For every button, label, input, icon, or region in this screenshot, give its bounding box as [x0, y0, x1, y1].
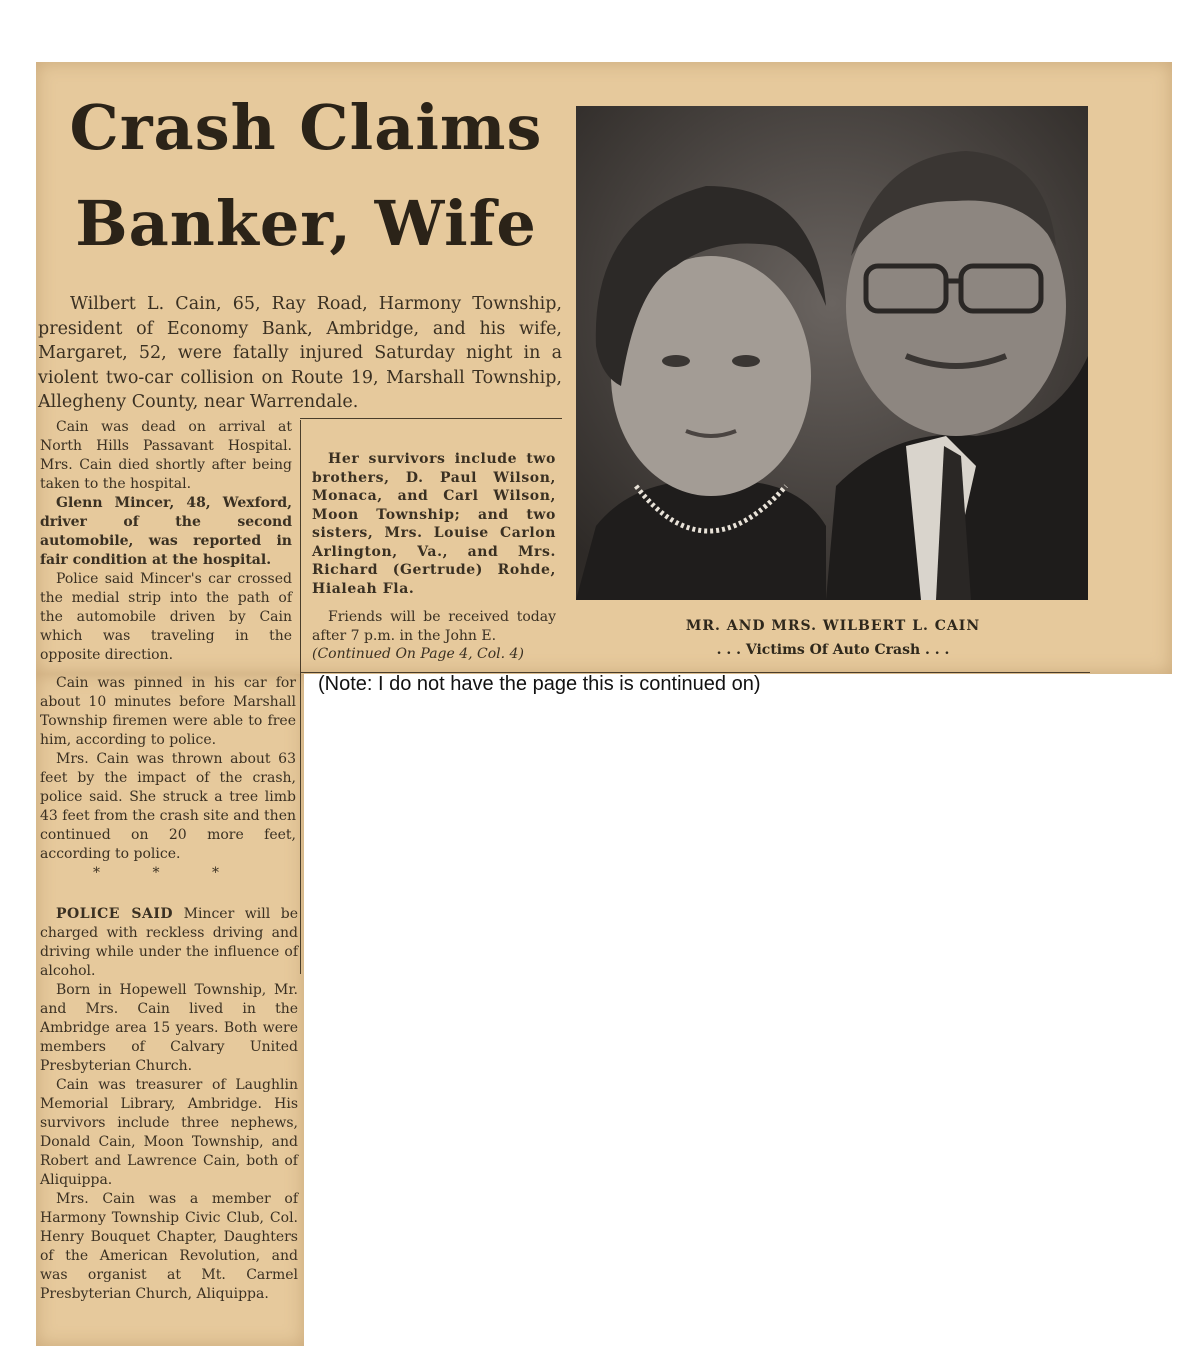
lede-paragraph: Wilbert L. Cain, 65, Ray Road, Harmony Township, president of Economy Bank, Ambridge, and his wife, Margaret, 52, were fatally injured Saturday night in a violent two-car collision on Route 19, Marshall Township, Allegheny County, near Warrendale. — [38, 294, 562, 413]
rule-left-strip-edge — [300, 674, 301, 974]
column-left-bottom — [40, 905, 298, 1304]
rule-under-lede — [300, 418, 562, 419]
col-left-p4: Cain was pinned in his car for about 10 minutes before Marshall Township firemen were able to free him, according to police. — [40, 675, 296, 748]
couple-photo — [576, 106, 1088, 600]
column-left-top — [40, 418, 292, 665]
rule-column-divider — [300, 420, 301, 674]
col-left-p7: Born in Hopewell Township, Mr. and Mrs. Cain lived in the Ambridge area 15 years. Both were members of Calvary United Presbyterian Church. — [40, 982, 298, 1074]
couple-portrait-image — [576, 106, 1088, 600]
col-left-p8: Cain was treasurer of Laughlin Memorial Library, Ambridge. His survivors include three nephews, Donald Cain, Moon Township, and Robert and Lawrence Cain, both of Aliquippa. — [40, 1077, 298, 1188]
col-left-p1: Cain was dead on arrival at North Hills Passavant Hospital. Mrs. Cain died shortly after being taken to the hospital. — [40, 419, 292, 492]
col-left-p3: Police said Mincer's car crossed the medial strip into the path of the automobile driven by Cain which was traveling in the opposite direction. — [40, 571, 292, 663]
continued-line: (Continued On Page 4, Col. 4) — [312, 646, 524, 662]
col-left-p9: Mrs. Cain was a member of Harmony Township Civic Club, Col. Henry Bouquet Chapter, Daughters of the American Revolution, and was organist at Mt. Carmel Presbyterian Church, Aliquippa. — [40, 1191, 298, 1302]
column-right — [312, 450, 556, 664]
headline-line-1: Crash Claims — [69, 91, 543, 164]
col-right-p1: Her survivors include two brothers, D. Paul Wilson, Monaca, and Carl Wilson, Moon Township; and two sisters, Mrs. Louise Carlon Arlington, Va., and Mrs. Richard (Gertrude) Rohde, Hialeah Fla. — [312, 451, 556, 597]
col-left-p2: Glenn Mincer, 48, Wexford, driver of the second automobile, was reported in fair condition at the hospital. — [40, 495, 292, 568]
photo-caption-subtitle: . . . Victims Of Auto Crash . . . — [716, 642, 950, 658]
handwritten-note: (Note: I do not have the page this is continued on) — [318, 673, 761, 695]
col-left-p6-lead: POLICE SAID — [56, 906, 174, 922]
col-right-p2: Friends will be received today after 7 p.m. in the John E. — [312, 609, 556, 644]
column-left-middle — [40, 674, 296, 883]
col-left-p5: Mrs. Cain was thrown about 63 feet by the impact of the crash, police said. She struck a tree limb 43 feet from the crash site and then continued on 20 more feet, according to police. — [40, 751, 296, 862]
section-break-stars: * * * — [93, 865, 243, 881]
headline — [56, 80, 556, 272]
col-left-p6: Mincer will be charged with reckless driving and driving while under the influence of alcohol. — [40, 906, 298, 979]
photo-caption-name: MR. AND MRS. WILBERT L. CAIN — [685, 618, 981, 634]
headline-line-2: Banker, Wife — [75, 187, 537, 260]
